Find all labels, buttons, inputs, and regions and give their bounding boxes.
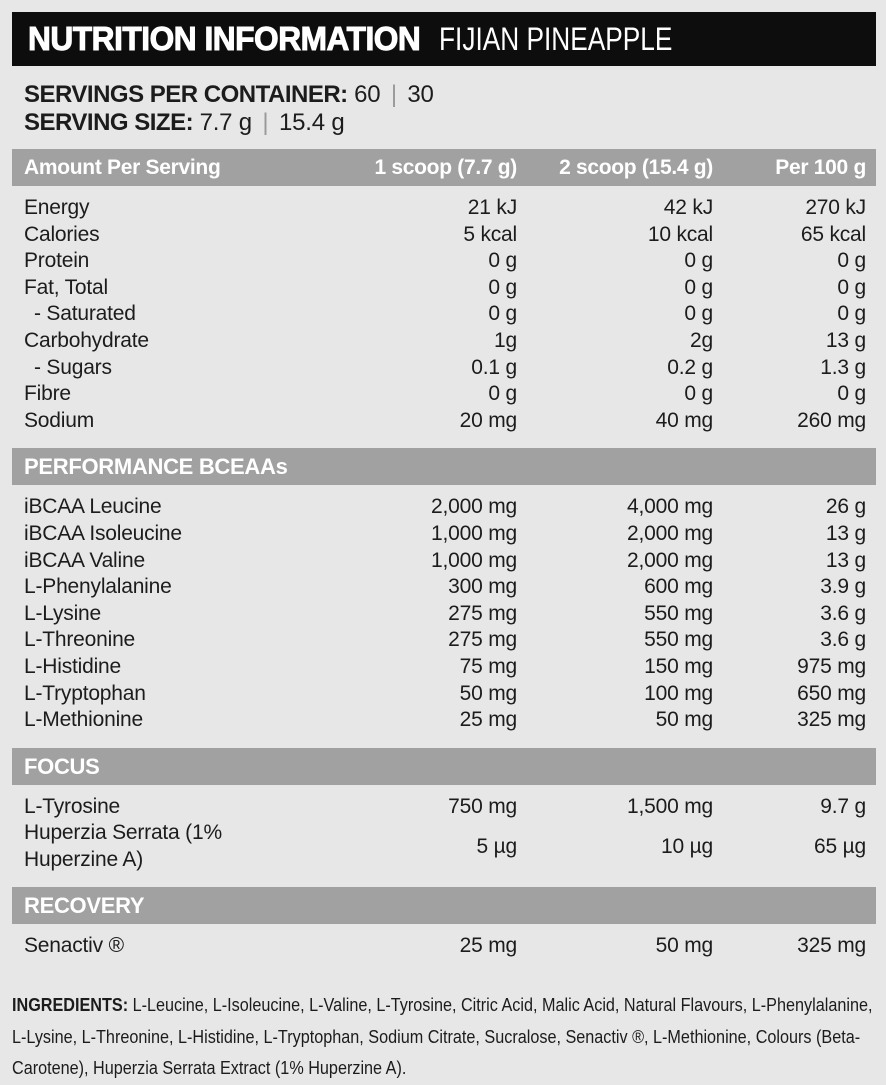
row-label: L-Threonine	[24, 628, 136, 652]
row-label: iBCAA Leucine	[24, 495, 162, 519]
row-value-1scoop: 0 g	[488, 275, 517, 299]
row-label: iBCAA Isoleucine	[24, 521, 182, 545]
row-value-2scoop: 550 mg	[644, 601, 713, 625]
column-header-amount-per-serving: Amount Per Serving	[24, 155, 221, 179]
row-value-2scoop: 50 mg	[655, 934, 713, 958]
table-row	[12, 820, 876, 873]
row-value-2scoop: 40 mg	[655, 408, 713, 432]
row-value-1scoop: 50 mg	[459, 681, 517, 705]
row-label: - Saturated	[34, 302, 136, 326]
row-value-per100g: 13 g	[825, 548, 866, 572]
row-value-per100g: 975 mg	[797, 654, 866, 678]
row-label: L-Tryptophan	[24, 681, 146, 705]
table-row	[12, 408, 876, 435]
row-value-per100g: 650 mg	[797, 681, 866, 705]
nutrition-table	[12, 186, 876, 974]
row-label: L-Methionine	[24, 708, 144, 732]
row-label: iBCAA Valine	[24, 548, 145, 572]
row-value-1scoop: 0 g	[488, 249, 517, 273]
table-row	[12, 301, 876, 328]
row-value-2scoop: 50 mg	[655, 708, 713, 732]
table-row	[12, 222, 876, 249]
header-bar	[12, 12, 876, 66]
column-header-per-100g: Per 100 g	[775, 155, 866, 179]
page-title: NUTRITION INFORMATION	[28, 20, 421, 57]
servings-per-container-line	[24, 81, 876, 109]
row-label: Protein	[24, 249, 90, 273]
table-row	[12, 707, 876, 734]
row-label: Fat, Total	[24, 275, 108, 299]
servings-per-container-value-2: 30	[407, 81, 434, 108]
row-value-per100g: 0 g	[837, 382, 866, 406]
flavor-name: FIJIAN PINEAPPLE	[438, 20, 672, 57]
row-value-1scoop: 75 mg	[459, 654, 517, 678]
row-value-1scoop: 20 mg	[459, 408, 517, 432]
row-value-1scoop: 750 mg	[448, 794, 517, 818]
row-value-1scoop: 1g	[494, 328, 517, 352]
row-value-per100g: 65 kcal	[800, 222, 866, 246]
row-value-2scoop: 100 mg	[644, 681, 713, 705]
row-value-2scoop: 550 mg	[644, 628, 713, 652]
row-label: Carbohydrate	[24, 328, 149, 352]
row-value-per100g: 0 g	[837, 249, 866, 273]
table-row	[12, 681, 876, 708]
table-row	[12, 521, 876, 548]
row-label: Energy	[24, 196, 90, 219]
row-label: L-Lysine	[24, 601, 101, 625]
row-value-2scoop: 2,000 mg	[627, 521, 713, 545]
row-label: L-Histidine	[24, 654, 122, 678]
table-row	[12, 548, 876, 575]
table-row	[12, 933, 876, 960]
row-value-per100g: 260 mg	[797, 408, 866, 432]
row-value-1scoop: 25 mg	[459, 708, 517, 732]
row-value-2scoop: 42 kJ	[663, 196, 713, 219]
row-value-per100g: 325 mg	[797, 934, 866, 958]
row-label: Huperzia Serrata (1% Huperzine A)	[24, 821, 222, 871]
section-header-bar-focus: FOCUS	[12, 748, 876, 785]
column-header-2-scoop: 2 scoop (15.4 g)	[559, 155, 713, 179]
serving-size-value-1: 7.7 g	[199, 109, 252, 136]
table-row	[12, 601, 876, 628]
row-value-per100g: 13 g	[825, 328, 866, 352]
row-label: L-Tyrosine	[24, 794, 121, 818]
table-row	[12, 195, 876, 222]
table-row	[12, 654, 876, 681]
row-value-per100g: 1.3 g	[820, 355, 866, 379]
row-value-1scoop: 0.1 g	[471, 355, 517, 379]
row-label: Senactiv ®	[24, 934, 124, 958]
row-value-1scoop: 5 kcal	[463, 222, 517, 246]
row-value-2scoop: 4,000 mg	[627, 495, 713, 519]
row-label: Sodium	[24, 408, 95, 432]
row-label: - Sugars	[34, 355, 112, 379]
section-header-bar-recovery: RECOVERY	[12, 887, 876, 924]
column-header-1-scoop: 1 scoop (7.7 g)	[374, 155, 517, 179]
row-value-per100g: 0 g	[837, 302, 866, 326]
serving-size-line	[24, 109, 876, 137]
row-label: L-Phenylalanine	[24, 575, 172, 599]
section-rows	[12, 186, 876, 448]
row-value-1scoop: 2,000 mg	[431, 495, 517, 519]
nutrition-table-wrap	[12, 149, 876, 974]
ingredients-label: INGREDIENTS:	[12, 995, 133, 1016]
row-value-1scoop: 1,000 mg	[431, 548, 517, 572]
row-value-2scoop: 2g	[690, 328, 713, 352]
ingredients-paragraph	[12, 990, 876, 1085]
row-value-2scoop: 150 mg	[644, 654, 713, 678]
row-value-2scoop: 0 g	[684, 275, 713, 299]
table-row	[12, 627, 876, 654]
servings-separator: |	[390, 81, 397, 108]
row-value-2scoop: 2,000 mg	[627, 548, 713, 572]
row-value-1scoop: 300 mg	[448, 575, 517, 599]
row-value-2scoop: 0 g	[684, 302, 713, 326]
row-value-1scoop: 1,000 mg	[431, 521, 517, 545]
row-value-per100g: 3.9 g	[820, 575, 866, 599]
row-value-2scoop: 1,500 mg	[627, 794, 713, 818]
row-value-1scoop: 5 µg	[476, 834, 517, 858]
row-value-per100g: 270 kJ	[805, 196, 866, 219]
row-value-per100g: 13 g	[825, 521, 866, 545]
serving-size-value-2: 15.4 g	[278, 109, 345, 136]
section-rows	[12, 924, 876, 974]
row-value-per100g: 0 g	[837, 275, 866, 299]
table-row	[12, 574, 876, 601]
row-value-per100g: 325 mg	[797, 708, 866, 732]
row-value-2scoop: 0.2 g	[667, 355, 713, 379]
servings-per-container-label: SERVINGS PER CONTAINER:	[24, 81, 348, 108]
row-label: Fibre	[24, 382, 71, 406]
table-row	[12, 248, 876, 275]
serving-size-separator: |	[262, 109, 269, 136]
section-rows	[12, 785, 876, 888]
nutrition-panel	[0, 12, 886, 1079]
row-value-2scoop: 10 µg	[661, 834, 713, 858]
servings-per-container-value-1: 60	[354, 81, 381, 108]
row-value-per100g: 9.7 g	[820, 794, 866, 818]
table-row	[12, 275, 876, 302]
table-row	[12, 381, 876, 408]
ingredients-text: L-Leucine, L-Isoleucine, L-Valine, L-Tyrosine, Citric Acid, Malic Acid, Natural Flavours, L-Phenylalanine, L-Lysine, L-Threonine, L-Histidine, L-Tryptophan, Sodium Citrate, Sucralose, Senactiv ®, L-Methionine, Colours (Beta-Carotene), Huperzia Serrata Extract (1% Huperzine A).	[12, 995, 873, 1079]
row-value-2scoop: 600 mg	[644, 575, 713, 599]
table-row	[12, 494, 876, 521]
table-row	[12, 794, 876, 821]
column-header-bar	[12, 149, 876, 186]
row-value-1scoop: 0 g	[488, 382, 517, 406]
row-value-per100g: 65 µg	[814, 834, 866, 858]
row-value-1scoop: 275 mg	[448, 601, 517, 625]
section-header-bar-performance-bceaas: PERFORMANCE BCEAAs	[12, 448, 876, 485]
section-rows	[12, 485, 876, 747]
serving-size-label: SERVING SIZE:	[24, 109, 194, 136]
row-value-1scoop: 275 mg	[448, 628, 517, 652]
row-value-1scoop: 0 g	[488, 302, 517, 326]
row-label: Calories	[24, 222, 100, 246]
row-value-per100g: 3.6 g	[820, 628, 866, 652]
row-value-2scoop: 0 g	[684, 382, 713, 406]
table-row	[12, 328, 876, 355]
row-value-2scoop: 10 kcal	[647, 222, 713, 246]
row-value-1scoop: 21 kJ	[467, 196, 517, 219]
row-value-per100g: 3.6 g	[820, 601, 866, 625]
row-value-per100g: 26 g	[825, 495, 866, 519]
table-row	[12, 355, 876, 382]
row-value-1scoop: 25 mg	[459, 934, 517, 958]
row-value-2scoop: 0 g	[684, 249, 713, 273]
serving-info	[24, 81, 876, 137]
